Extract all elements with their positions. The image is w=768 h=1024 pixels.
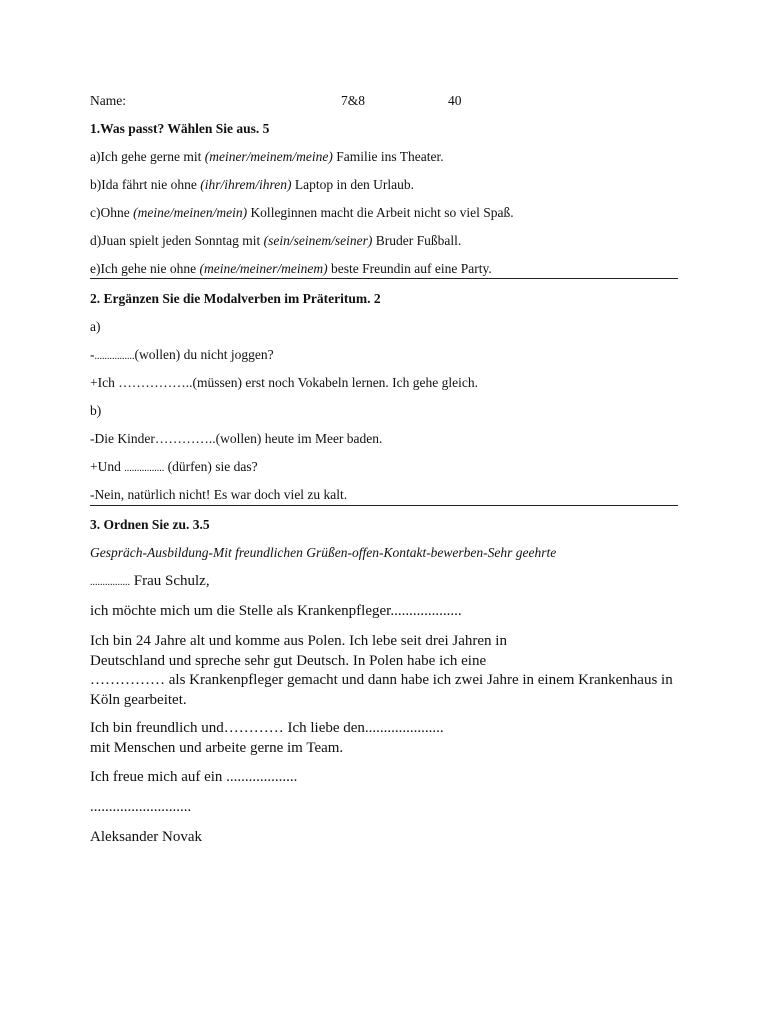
sentence-text: +Und bbox=[90, 459, 125, 474]
sentence-text: (wollen) du nicht joggen? bbox=[134, 347, 274, 362]
letter-paragraph-2 bbox=[90, 719, 678, 758]
salutation-text: Frau Schulz, bbox=[130, 573, 210, 589]
section2-part-a-label: a) bbox=[90, 319, 101, 334]
paragraph-line: Köln gearbeitet. bbox=[90, 691, 187, 708]
section2-sentence-b2 bbox=[90, 458, 258, 477]
section2-sentence-a2: +Ich ……………..(müssen) erst noch Vokabeln lernen. Ich gehe gleich. bbox=[90, 375, 479, 390]
item-choice: (meiner/meinem/meine) bbox=[204, 149, 333, 164]
section1-item-c bbox=[90, 204, 514, 221]
sentence-text: (dürfen) sie das? bbox=[164, 459, 258, 474]
paragraph-line: Deutschland und spreche sehr gut Deutsch. In Polen habe ich eine bbox=[90, 652, 487, 669]
paragraph-line: Ich bin freundlich und………… Ich liebe den..................... bbox=[90, 720, 444, 736]
section2-sentence-a1 bbox=[90, 346, 274, 365]
item-text: Laptop in den Urlaub. bbox=[291, 177, 415, 192]
blank-dots: ................ bbox=[94, 351, 135, 362]
item-text: Kolleginnen macht die Arbeit nicht so viel Spaß. bbox=[247, 205, 514, 220]
section1-title: 1.Was passt? Wählen Sie aus. 5 bbox=[90, 121, 270, 136]
letter-paragraph-1 bbox=[90, 632, 678, 710]
item-choice: (meine/meinen/mein) bbox=[133, 205, 248, 220]
section1-item-d bbox=[90, 232, 461, 249]
sentence-text: - bbox=[90, 347, 95, 362]
letter-line-apply: ich möchte mich um die Stelle als Krankenpfleger................... bbox=[90, 603, 462, 619]
item-text: Bruder Fußball. bbox=[372, 233, 462, 248]
letter-line-freue: Ich freue mich auf ein ................... bbox=[90, 769, 298, 785]
section-divider bbox=[90, 278, 678, 279]
word-bank: Gespräch-Ausbildung-Mit freundlichen Grüßen-offen-Kontakt-bewerben-Sehr geehrte bbox=[90, 545, 557, 560]
item-choice: (sein/seinem/seiner) bbox=[263, 233, 373, 248]
item-text: beste Freundin auf eine Party. bbox=[327, 261, 492, 276]
item-text: b)Ida fährt nie ohne bbox=[90, 177, 201, 192]
section3-title: 3. Ordnen Sie zu. 3.5 bbox=[90, 517, 210, 532]
paragraph-line: mit Menschen und arbeite gerne im Team. bbox=[90, 739, 344, 756]
blank-dots: ................ bbox=[90, 577, 130, 588]
section-divider bbox=[90, 505, 678, 506]
section2-sentence-b3: -Nein, natürlich nicht! Es war doch viel zu kalt. bbox=[90, 487, 348, 502]
item-text: Familie ins Theater. bbox=[332, 149, 444, 164]
section2-title: 2. Ergänzen Sie die Modalverben im Präteritum. 2 bbox=[90, 291, 381, 306]
item-choice: (meine/meiner/meinem) bbox=[199, 261, 328, 276]
letter-salutation bbox=[90, 572, 210, 592]
letter-closing-blank: ........................... bbox=[90, 799, 192, 815]
paragraph-line: …………… als Krankenpfleger gemacht und dann habe ich zwei Jahre in einem Krankenhaus in bbox=[90, 672, 673, 688]
item-text: d)Juan spielt jeden Sonntag mit bbox=[90, 233, 264, 248]
class-label: 7&8 bbox=[341, 93, 366, 108]
section1-item-a bbox=[90, 148, 444, 165]
blank-dots: ................ bbox=[124, 463, 165, 474]
section1-item-e bbox=[90, 260, 492, 277]
name-label: Name: bbox=[90, 93, 126, 108]
points-label: 40 bbox=[448, 93, 462, 108]
section1-item-b bbox=[90, 176, 414, 193]
section2-sentence-b1: -Die Kinder…………..(wollen) heute im Meer baden. bbox=[90, 431, 383, 446]
item-text: a)Ich gehe gerne mit bbox=[90, 149, 205, 164]
letter-signature: Aleksander Novak bbox=[90, 829, 203, 845]
item-text: c)Ohne bbox=[90, 205, 134, 220]
item-choice: (ihr/ihrem/ihren) bbox=[200, 177, 292, 192]
section2-part-b-label: b) bbox=[90, 403, 102, 418]
item-text: e)Ich gehe nie ohne bbox=[90, 261, 200, 276]
paragraph-line: Ich bin 24 Jahre alt und komme aus Polen. Ich lebe seit drei Jahren in bbox=[90, 633, 507, 649]
